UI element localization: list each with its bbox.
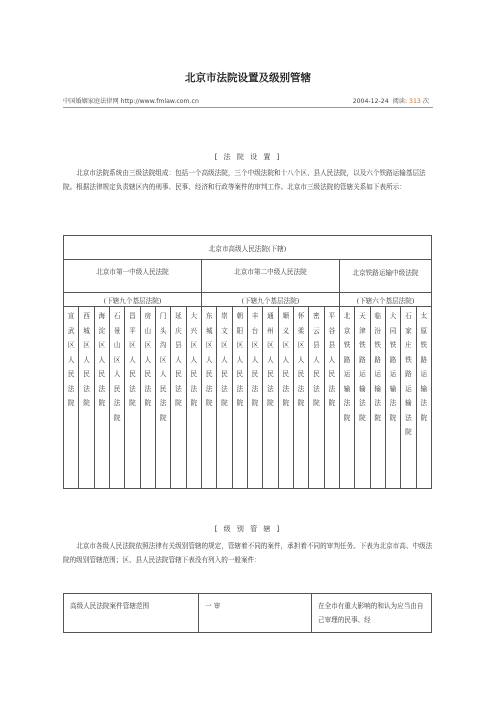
basic-court-cell: 昌 平 区 人 民 法 院	[125, 307, 140, 489]
court-hierarchy-table	[63, 235, 432, 489]
basic-court-cell: 石 家 庄 铁 路 运 输 法 院	[401, 307, 416, 489]
jur-trial-cell: 一 审	[199, 594, 312, 633]
jur-court-cell: 高级人民法院案件管辖范围	[64, 594, 199, 633]
basic-court-cell: 通 州 区 人 民 法 院	[263, 307, 278, 489]
date-reads	[353, 96, 429, 105]
jur-scope-cell: 在全市有重大影响的和认为应当由自己审理的民事、经	[312, 594, 432, 633]
basic-court-cell: 海 淀 区 人 民 法 院	[94, 307, 109, 489]
mid-court-2-sub: (下辖九个基层法院)	[201, 293, 339, 307]
basic-court-cell: 北 京 铁 路 运 输 法 院	[339, 307, 354, 489]
basic-court-cell: 临 汾 铁 路 运 输 法 院	[370, 307, 385, 489]
doc-title: 北京市法院设置及级别管辖	[185, 72, 311, 84]
jurisdiction-paragraph: 北京市各级人民法院依照法律有关级别管辖的规定，管辖着不同的案件，承担着不同的审判任务。下表为北京市高、中级法院的级别管辖范围；区、县人民法院管辖下表没有列入的一般案件：	[63, 542, 433, 564]
section-heading-setup: [ 法 院 设 置 ]	[214, 153, 282, 161]
doc-meta	[63, 96, 433, 105]
header-divider	[63, 107, 433, 108]
basic-court-cell: 石 景 山 区 人 民 法 院	[109, 307, 124, 489]
basic-court-cell: 顺 义 区 人 民 法 院	[278, 307, 293, 489]
setup-paragraph: 北京市法院系统由三级法院组成：包括一个高级法院，三个中级法院和十八个区、县人民法院，以及六个铁路运输基层法院。根据法律规定负责辖区内的刑事、民事、经济和行政等案件的审判工作。北京市三级法院的管辖关系如下表所示：	[63, 169, 426, 191]
basic-court-cell: 崇 文 区 人 民 法 院	[217, 307, 232, 489]
basic-court-cell: 宣 武 区 人 民 法 院	[64, 307, 79, 489]
basic-court-cell: 平 谷 县 人 民 法 院	[324, 307, 339, 489]
basic-court-cell: 房 山 区 人 民 法 院	[140, 307, 155, 489]
basic-court-cell: 延 庆 县 人 民 法 院	[171, 307, 186, 489]
basic-court-cell: 怀 柔 区 人 民 法 院	[293, 307, 308, 489]
mid-court-3-sub: (下辖六个基层法院)	[339, 293, 431, 307]
basic-court-cell: 东 城 区 人 民 法 院	[201, 307, 216, 489]
basic-courts-row	[64, 307, 432, 489]
section-heading-jurisdiction: [ 级 别 管 辖 ]	[214, 525, 282, 533]
mid-court-3: 北京铁路运输中级法院	[339, 260, 431, 293]
post-date: 2004-12-24	[352, 98, 389, 105]
basic-court-cell: 门 头 沟 区 人 民 法 院	[155, 307, 170, 489]
basic-court-cell: 密 云 县 人 民 法 院	[309, 307, 324, 489]
jurisdiction-table	[63, 593, 432, 633]
reads-unit: 次	[422, 98, 429, 105]
reads-count: 313	[409, 98, 421, 105]
table-row	[64, 594, 432, 633]
basic-court-cell: 西 城 区 人 民 法 院	[79, 307, 94, 489]
source-link[interactable]: 中国婚姻家庭法律网 http://www.fmlaw.com.cn	[63, 98, 199, 105]
mid-court-1-sub: (下辖九个基层法院)	[64, 293, 202, 307]
basic-court-cell: 朝 阳 区 人 民 法 院	[232, 307, 247, 489]
basic-court-cell: 大 兴 区 人 民 法 院	[186, 307, 201, 489]
mid-court-2: 北京市第二中级人民法院	[201, 260, 339, 293]
reads-label: 阅读:	[392, 98, 408, 105]
high-court-cell: 北京市高级人民法院(下辖)	[64, 236, 432, 260]
basic-court-cell: 天 津 铁 路 运 输 法 院	[355, 307, 370, 489]
basic-court-cell: 丰 台 区 人 民 法 院	[247, 307, 262, 489]
mid-court-1: 北京市第一中级人民法院	[64, 260, 202, 293]
basic-court-cell: 大 同 铁 路 运 输 法 院	[385, 307, 400, 489]
basic-court-cell: 太 原 铁 路 运 输 法 院	[416, 307, 431, 489]
